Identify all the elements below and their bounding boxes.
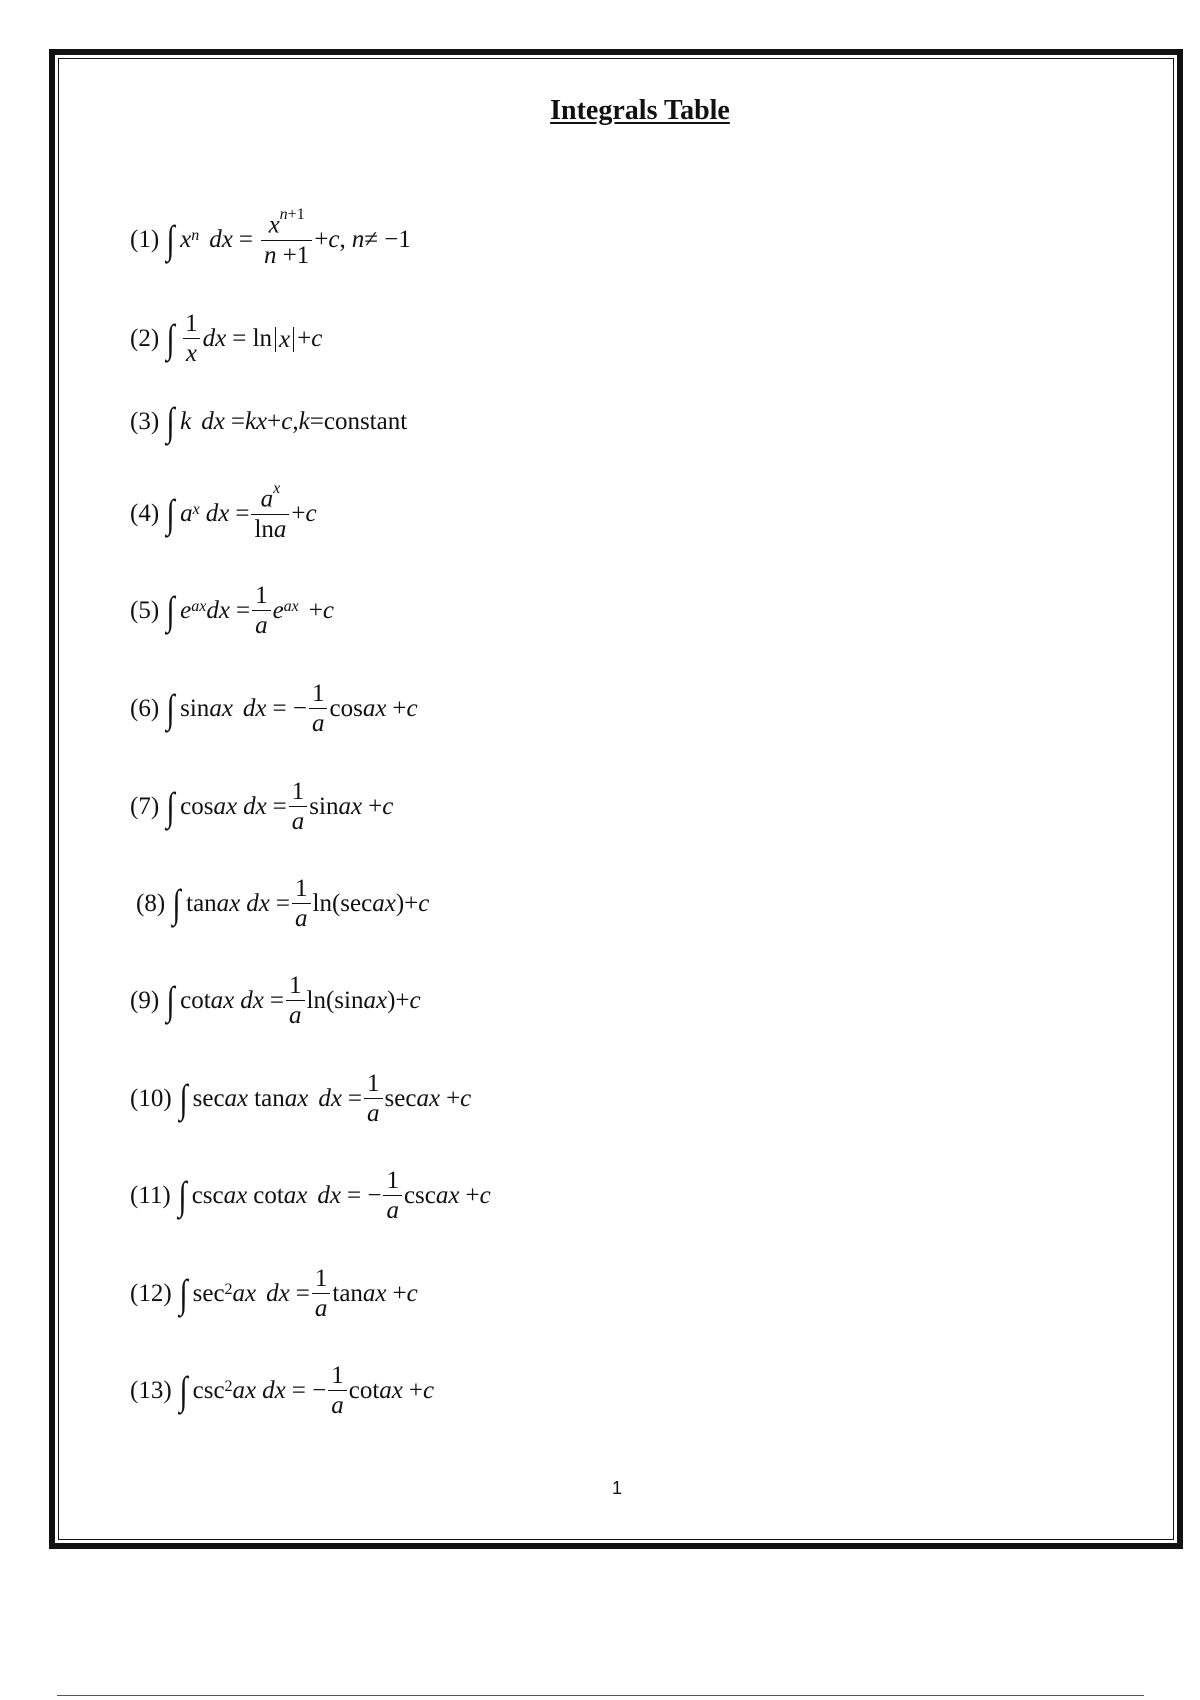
integral-sign-icon: ∫ <box>166 316 175 361</box>
formula-label: (8) <box>136 890 166 917</box>
formula-8: (8) ∫ tan ax dx = $\frac{1}{a}$ ln(sec ax )+ c <box>136 874 430 932</box>
formula-4: (4) ∫ a $^x$ dx = $\frac{a^x}{\ln a}$ + c <box>130 480 317 543</box>
page-number: 1 <box>611 1478 622 1498</box>
formula-9: (9) ∫ cot ax dx = $\frac{1}{a}$ ln(sin ax )+ c <box>130 971 421 1029</box>
formula-6: (6) ∫ sin ax dx = − $\frac{1}{a}$ cos ax + c <box>130 679 418 737</box>
formula-10: (10) ∫ sec ax tan ax dx = $\frac{1}{a}$ sec ax + c <box>130 1069 472 1127</box>
formula-label: (10) <box>130 1085 172 1112</box>
formula-label: (7) <box>130 793 160 820</box>
integral-sign-icon: ∫ <box>166 491 175 536</box>
page-title: Integrals Table <box>550 95 730 126</box>
formula-label: (5) <box>130 597 160 624</box>
integral-sign-icon: ∫ <box>179 1076 188 1121</box>
formula-1: (1) ∫ x $^n$ dx = $\frac{x^{n+1}}{n +1}$ + c , n ≠ −1 <box>130 206 411 269</box>
formula-7: (7) ∫ cos ax dx = $\frac{1}{a}$ sin ax + c <box>130 777 394 835</box>
integral-sign-icon: ∫ <box>179 1271 188 1316</box>
integral-sign-icon: ∫ <box>166 588 175 633</box>
integral-sign-icon: ∫ <box>179 1368 188 1413</box>
formula-label: (9) <box>130 987 160 1014</box>
formula-label: (4) <box>130 500 160 527</box>
formula-label: (6) <box>130 695 160 722</box>
formula-5: (5) ∫ e $^{ax}$ dx = $\frac{1}{a}$ e $^{ax}$ + c <box>130 581 334 639</box>
formula-label: (13) <box>130 1377 172 1404</box>
footer-divider <box>57 1695 1144 1696</box>
integral-sign-icon: ∫ <box>166 978 175 1023</box>
formula-3: (3) ∫ k dx = kx + c , k = constant <box>130 399 408 444</box>
integral-sign-icon: ∫ <box>178 1173 187 1218</box>
formula-2: (2) ∫ $\frac{1}{x}$ dx = ln x + c <box>130 309 323 367</box>
integral-sign-icon: ∫ <box>166 686 175 731</box>
integral-sign-icon: ∫ <box>172 881 181 926</box>
constant-word: constant <box>323 408 408 435</box>
formula-12: (12) ∫ sec $^2$ ax dx = $\frac{1}{a}$ tan ax + c <box>130 1264 418 1322</box>
integral-sign-icon: ∫ <box>166 784 175 829</box>
formula-label: (11) <box>130 1182 171 1209</box>
integral-sign-icon: ∫ <box>166 399 175 444</box>
formula-label: (3) <box>130 408 160 435</box>
formula-label: (12) <box>130 1280 172 1307</box>
formula-11: (11) ∫ csc ax cot ax dx = − $\frac{1}{a}$ csc ax + c <box>130 1166 491 1224</box>
formula-label: (2) <box>130 325 160 352</box>
formula-label: (1) <box>130 226 160 253</box>
formula-13: (13) ∫ csc $^2$ ax dx = − $\frac{1}{a}$ cot ax + c <box>130 1361 435 1419</box>
integral-sign-icon: ∫ <box>166 217 175 262</box>
